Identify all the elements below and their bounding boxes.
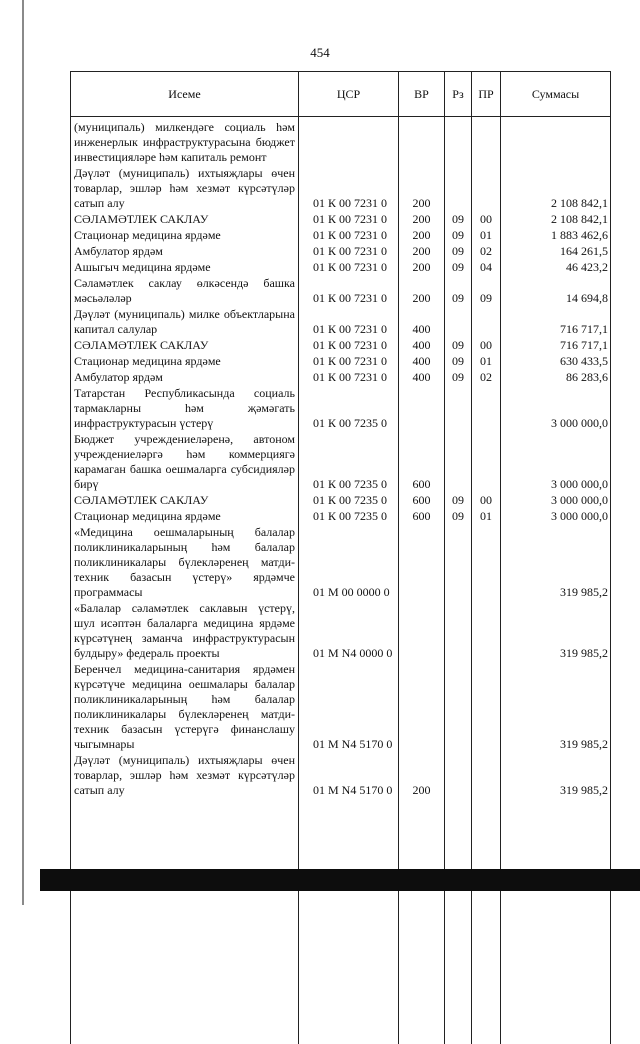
row-rz: 09 — [445, 243, 472, 259]
header-name: Исеме — [71, 72, 299, 117]
row-pr: 04 — [472, 259, 501, 275]
row-sum: 3 000 000,0 — [501, 508, 611, 524]
row-name: Татарстан Республикасында социаль тармакларны һәм җәмәгать инфраструктурасын үстерү — [71, 385, 299, 431]
row-sum: 46 423,2 — [501, 259, 611, 275]
row-sum: 319 985,2 — [501, 600, 611, 661]
row-csr — [299, 117, 399, 166]
row-rz: 09 — [445, 353, 472, 369]
row-vr: 600 — [399, 431, 445, 492]
row-csr: 01 К 00 7231 0 — [299, 227, 399, 243]
row-csr: 01 М N4 0000 0 — [299, 600, 399, 661]
row-csr: 01 К 00 7231 0 — [299, 275, 399, 306]
row-pr: 09 — [472, 275, 501, 306]
row-rz — [445, 117, 472, 166]
table-spacer-row — [71, 798, 611, 1044]
table-row — [71, 243, 611, 259]
row-rz — [445, 600, 472, 661]
row-vr: 400 — [399, 369, 445, 385]
row-pr — [472, 306, 501, 337]
row-csr: 01 К 00 7231 0 — [299, 306, 399, 337]
row-pr — [472, 524, 501, 600]
table-row — [71, 385, 611, 431]
table-row — [71, 353, 611, 369]
row-pr: 01 — [472, 508, 501, 524]
row-sum: 630 433,5 — [501, 353, 611, 369]
table-row — [71, 661, 611, 752]
row-csr: 01 М N4 5170 0 — [299, 752, 399, 798]
row-name: Дәүләт (муниципаль) милке объектларына капитал салулар — [71, 306, 299, 337]
row-pr: 02 — [472, 243, 501, 259]
row-csr: 01 К 00 7235 0 — [299, 492, 399, 508]
row-csr: 01 К 00 7231 0 — [299, 337, 399, 353]
row-pr: 00 — [472, 211, 501, 227]
row-vr: 200 — [399, 275, 445, 306]
row-csr: 01 М N4 5170 0 — [299, 661, 399, 752]
row-vr: 200 — [399, 259, 445, 275]
header-pr: ПР — [472, 72, 501, 117]
row-name: Амбулатор ярдәм — [71, 369, 299, 385]
row-sum: 86 283,6 — [501, 369, 611, 385]
row-sum: 14 694,8 — [501, 275, 611, 306]
table-row — [71, 508, 611, 524]
row-vr: 200 — [399, 211, 445, 227]
row-vr: 200 — [399, 752, 445, 798]
budget-table-container — [70, 71, 610, 1044]
row-vr — [399, 600, 445, 661]
row-vr: 400 — [399, 337, 445, 353]
row-name: СӘЛАМӘТЛЕК САКЛАУ — [71, 337, 299, 353]
row-sum: 3 000 000,0 — [501, 431, 611, 492]
table-row — [71, 752, 611, 798]
row-name: Стационар медицина ярдәме — [71, 508, 299, 524]
row-name: Дәүләт (муниципаль) ихтыяҗлары өчен товарлар, эшләр һәм хезмәт күрсәтүләр сатып алу — [71, 752, 299, 798]
row-vr: 200 — [399, 243, 445, 259]
row-rz — [445, 431, 472, 492]
row-sum: 1 883 462,6 — [501, 227, 611, 243]
header-row — [71, 72, 611, 117]
row-name: Беренчел медицина-санитария ярдәмен күрсәтүче медицина оешмалары балалар поликлиникаларының һәм балалар поликлиникалары бүлекләренең матди-техник базасын үстерүгә финанслашу чыгымнары — [71, 661, 299, 752]
row-pr — [472, 600, 501, 661]
header-csr: ЦСР — [299, 72, 399, 117]
row-name: Сәламәтлек саклау өлкәсендә башка мәсьәләләр — [71, 275, 299, 306]
row-csr: 01 К 00 7235 0 — [299, 508, 399, 524]
row-pr — [472, 165, 501, 211]
header-sum: Суммасы — [501, 72, 611, 117]
row-sum: 3 000 000,0 — [501, 492, 611, 508]
header-rz: Рз — [445, 72, 472, 117]
row-sum: 164 261,5 — [501, 243, 611, 259]
row-name: СӘЛАМӘТЛЕК САКЛАУ — [71, 211, 299, 227]
row-rz: 09 — [445, 508, 472, 524]
row-rz: 09 — [445, 369, 472, 385]
row-pr — [472, 117, 501, 166]
table-row — [71, 259, 611, 275]
table-row — [71, 337, 611, 353]
row-name: Стационар медицина ярдәме — [71, 227, 299, 243]
row-sum: 2 108 842,1 — [501, 165, 611, 211]
header-vr: ВР — [399, 72, 445, 117]
row-csr: 01 К 00 7231 0 — [299, 369, 399, 385]
row-vr: 600 — [399, 492, 445, 508]
row-vr — [399, 117, 445, 166]
row-name: Ашыгыч медицина ярдәме — [71, 259, 299, 275]
scan-bottom-bar — [40, 869, 640, 891]
row-name: Бюджет учреждениеләренә, автоном учреждениеләргә һәм коммерциягә карамаган башка оешмаларга субсидияләр бирү — [71, 431, 299, 492]
row-rz — [445, 752, 472, 798]
table-row — [71, 600, 611, 661]
row-name: СӘЛАМӘТЛЕК САКЛАУ — [71, 492, 299, 508]
row-sum: 3 000 000,0 — [501, 385, 611, 431]
table-row — [71, 165, 611, 211]
row-csr: 01 К 00 7231 0 — [299, 353, 399, 369]
row-pr — [472, 661, 501, 752]
table-row — [71, 524, 611, 600]
row-csr: 01 К 00 7235 0 — [299, 385, 399, 431]
row-rz — [445, 165, 472, 211]
table-row — [71, 369, 611, 385]
budget-table — [70, 71, 611, 1044]
row-sum — [501, 117, 611, 166]
row-rz: 09 — [445, 227, 472, 243]
row-csr: 01 К 00 7231 0 — [299, 243, 399, 259]
row-csr: 01 К 00 7235 0 — [299, 431, 399, 492]
row-name: Амбулатор ярдәм — [71, 243, 299, 259]
row-csr: 01 К 00 7231 0 — [299, 165, 399, 211]
table-row — [71, 117, 611, 166]
row-rz: 09 — [445, 275, 472, 306]
row-pr: 01 — [472, 227, 501, 243]
table-row — [71, 431, 611, 492]
row-pr: 02 — [472, 369, 501, 385]
row-rz: 09 — [445, 211, 472, 227]
row-rz: 09 — [445, 337, 472, 353]
row-rz — [445, 306, 472, 337]
row-vr: 200 — [399, 227, 445, 243]
table-row — [71, 211, 611, 227]
table-row — [71, 275, 611, 306]
row-pr — [472, 752, 501, 798]
row-sum: 319 985,2 — [501, 661, 611, 752]
row-sum: 716 717,1 — [501, 337, 611, 353]
row-pr: 01 — [472, 353, 501, 369]
row-csr: 01 М 00 0000 0 — [299, 524, 399, 600]
row-csr: 01 К 00 7231 0 — [299, 259, 399, 275]
table-row — [71, 306, 611, 337]
table-header — [71, 72, 611, 117]
row-vr — [399, 661, 445, 752]
row-rz — [445, 661, 472, 752]
table-row — [71, 492, 611, 508]
table-row — [71, 227, 611, 243]
row-sum: 716 717,1 — [501, 306, 611, 337]
row-name: (муниципаль) милкендәге социаль һәм инженерлык инфраструктурасына бюджет инвестицияләре һәм капиталь ремонт — [71, 117, 299, 166]
row-pr — [472, 431, 501, 492]
row-name: Дәүләт (муниципаль) ихтыяҗлары өчен товарлар, эшләр һәм хезмәт күрсәтүләр сатып алу — [71, 165, 299, 211]
row-rz: 09 — [445, 259, 472, 275]
row-csr: 01 К 00 7231 0 — [299, 211, 399, 227]
row-rz — [445, 385, 472, 431]
row-name: Стационар медицина ярдәме — [71, 353, 299, 369]
row-sum: 319 985,2 — [501, 752, 611, 798]
row-sum: 319 985,2 — [501, 524, 611, 600]
row-pr: 00 — [472, 492, 501, 508]
row-vr — [399, 524, 445, 600]
row-name: «Балалар сәламәтлек саклавын үстерү, шул исәптән балаларга медицина ярдәме күрсәтүнең заманча инфраструктурасын булдыру» федераль проекты — [71, 600, 299, 661]
row-pr — [472, 385, 501, 431]
page-number: 454 — [0, 45, 640, 61]
row-vr: 400 — [399, 353, 445, 369]
row-vr: 200 — [399, 165, 445, 211]
row-rz — [445, 524, 472, 600]
scan-margin-line — [22, 0, 24, 905]
row-vr — [399, 385, 445, 431]
row-vr: 400 — [399, 306, 445, 337]
row-vr: 600 — [399, 508, 445, 524]
row-name: «Медицина оешмаларының балалар поликлиникаларының һәм балалар поликлиникалары бүлекләренең матди-техник базасын үстерү» ярдәмче программасы — [71, 524, 299, 600]
row-rz: 09 — [445, 492, 472, 508]
row-pr: 00 — [472, 337, 501, 353]
row-sum: 2 108 842,1 — [501, 211, 611, 227]
